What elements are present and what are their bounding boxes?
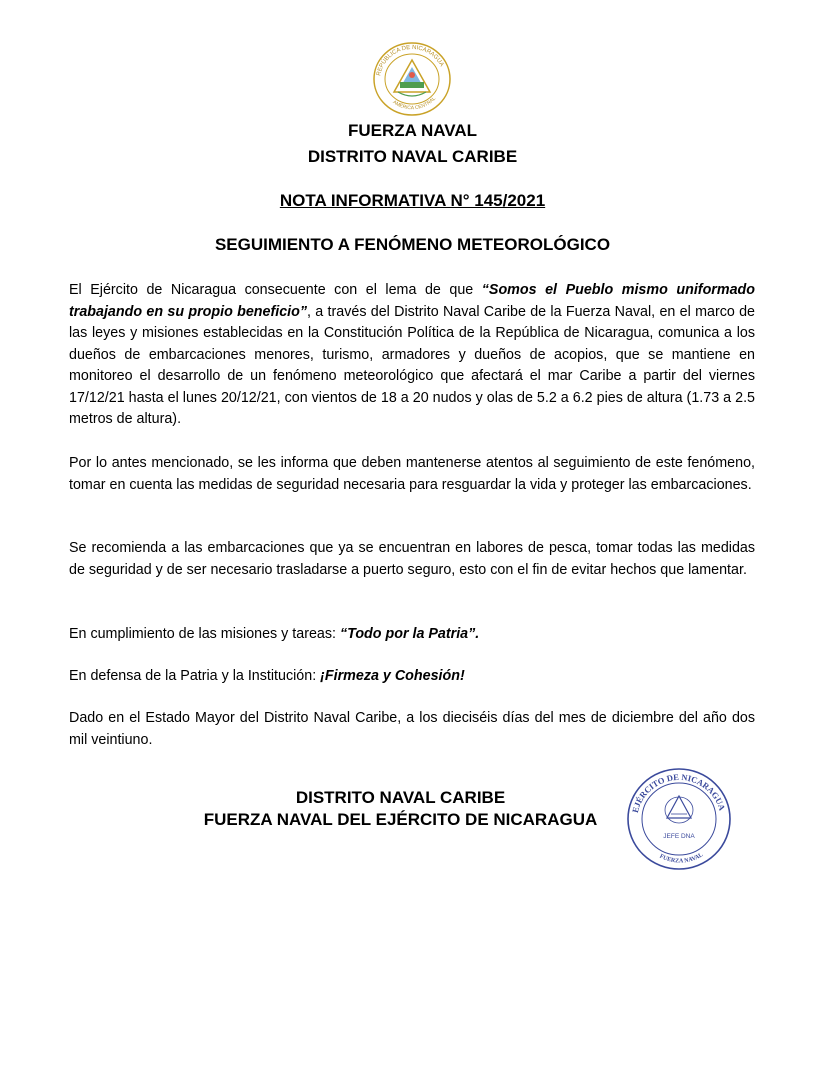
motto-text: “Somos el Pueblo mismo uniformado trabajando en su propio beneficio” bbox=[69, 282, 755, 320]
paragraph-3: Se recomienda a las embarcaciones que ya se encuentran en labores de pesca, tomar todas las medidas de seguridad y de ser necesario trasladarse a puerto seguro, esto con el fin de evitar hechos que lamentar. bbox=[69, 540, 755, 578]
paragraph-1-intro: El Ejército de Nicaragua consecuente con el lema de que bbox=[69, 282, 482, 298]
paragraph-closing-date: Dado en el Estado Mayor del Distrito Naval Caribe, a los dieciséis días del mes de diciembre del año dos mil veintiuno. bbox=[69, 710, 755, 748]
motto-todo-por-la-patria: “Todo por la Patria”. bbox=[339, 626, 480, 642]
svg-text:AMÉRICA CENTRAL: AMÉRICA CENTRAL bbox=[391, 95, 438, 112]
motto-firmeza-cohesion: ¡Firmeza y Cohesión! bbox=[320, 668, 465, 684]
document-number: NOTA INFORMATIVA N° 145/2021 bbox=[279, 191, 546, 210]
signature-institution: FUERZA NAVAL DEL EJÉRCITO DE NICARAGUA bbox=[203, 810, 598, 829]
svg-text:EJÉRCITO DE NICARAGUA: EJÉRCITO DE NICARAGUA bbox=[629, 771, 728, 814]
paragraph-2: Por lo antes mencionado, se les informa que deben mantenerse atentos al seguimiento de este fenómeno, tomar en cuenta las medidas de seguridad necesaria para resguardar la vida y proteger las embarcaciones. bbox=[69, 455, 755, 493]
official-seal-stamp-icon bbox=[625, 766, 733, 872]
paragraph-5-intro: En defensa de la Patria y la Institución: bbox=[69, 668, 321, 684]
header-institution: FUERZA NAVAL bbox=[347, 121, 478, 140]
header-district: DISTRITO NAVAL CARIBE bbox=[307, 147, 518, 166]
svg-text:REPÚBLICA DE NICARAGUA: REPÚBLICA DE NICARAGUA bbox=[376, 44, 445, 77]
svg-text:FUERZA NAVAL: FUERZA NAVAL bbox=[658, 852, 705, 865]
paragraph-1-body: , a través del Distrito Naval Caribe de la Fuerza Naval, en el marco de las leyes y misiones establecidas en la Constitución Política de la República de Nicaragua, comunica a los dueños de embarcaciones menores, turismo, armadores y dueños de acopios, que se mantiene en monitoreo el desarrollo de un fenómeno meteorológico que afectará el mar Caribe a partir del viernes 17/12/21 hasta el lunes 20/12/21, con vientos de 18 a 20 nudos y olas de 5.2 a 6.2 pies de altura (1.73 a 2.5 metros de altura). bbox=[69, 303, 755, 427]
signature-district: DISTRITO NAVAL CARIBE bbox=[295, 788, 506, 807]
paragraph-4 bbox=[69, 624, 755, 646]
nicaragua-coat-of-arms-icon bbox=[368, 40, 456, 118]
svg-text:JEFE DNA: JEFE DNA bbox=[663, 833, 695, 840]
paragraph-1 bbox=[69, 280, 755, 431]
paragraph-4-intro: En cumplimiento de las misiones y tareas: bbox=[69, 626, 340, 642]
document-subject: SEGUIMIENTO A FENÓMENO METEOROLÓGICO bbox=[214, 235, 611, 254]
paragraph-5 bbox=[69, 666, 755, 688]
